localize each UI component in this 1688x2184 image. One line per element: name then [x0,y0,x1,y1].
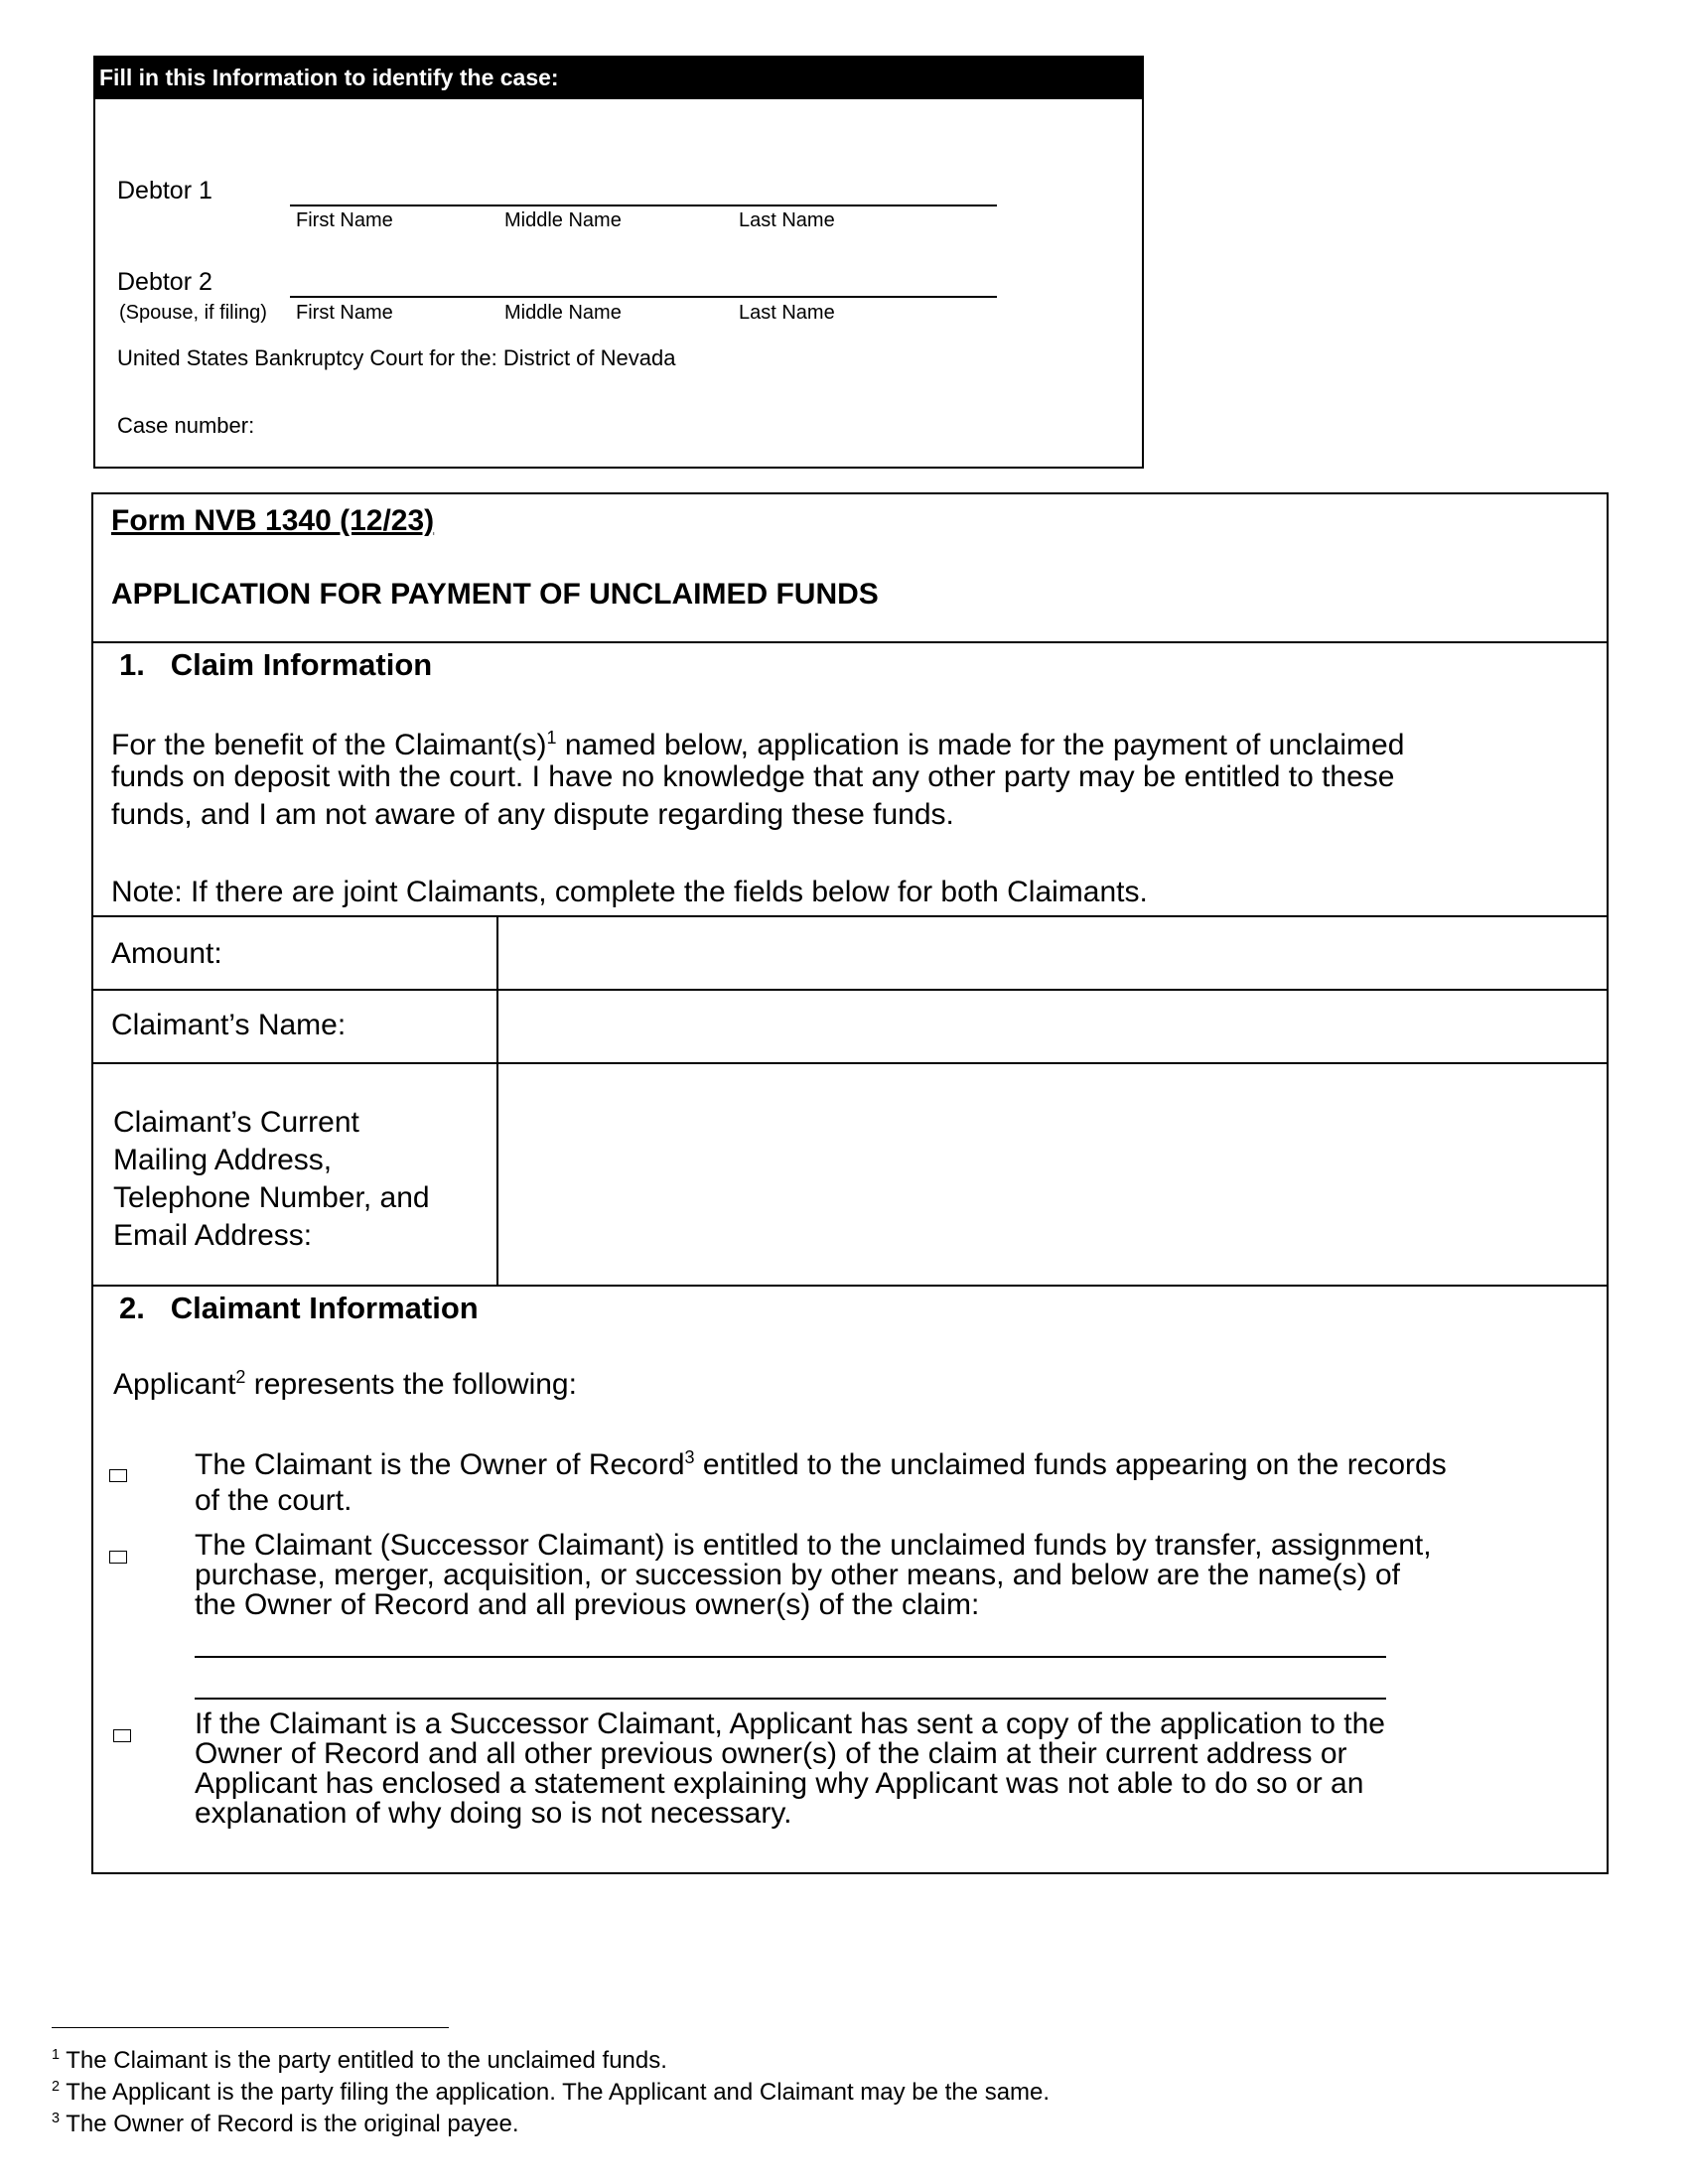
owner-of-record-line1 [195,1449,1447,1481]
section-divider [93,641,1607,643]
owner-of-record-start: The Claimant is the Owner of Record [195,1448,685,1481]
address-label-line2: Mailing Address, [113,1144,333,1176]
footnote-3-number: 3 [52,2111,61,2126]
applicant-intro-end: represents the following: [245,1368,577,1401]
footnote-3-text: The Owner of Record is the original payee. [60,2111,519,2137]
owner-of-record-checkbox[interactable] [109,1469,127,1482]
address-label [113,1104,430,1255]
previous-owner-line-1[interactable] [195,1656,1386,1658]
notice-sent-text [195,1709,1385,1829]
spouse-note: (Spouse, if filing) [119,302,267,324]
footnote-2-text: The Applicant is the party filing the application. The Applicant and Claimant may be the same. [60,2079,1051,2106]
debtor1-last-name-label: Last Name [739,209,835,231]
debtor1-name-field[interactable] [290,205,997,206]
applicant-intro [113,1368,577,1402]
notice-sent-line1: If the Claimant is a Successor Claimant, Applicant has sent a copy of the application to the [195,1707,1385,1740]
court-line: United States Bankruptcy Court for the: District of Nevada [117,345,676,370]
case-info-header: Fill in this Information to identify the case: [95,58,1142,99]
joint-claimants-note: Note: If there are joint Claimants, complete the fields below for both Claimants. [111,876,1148,908]
debtor2-middle-name-label: Middle Name [504,302,622,324]
footnote-1-number: 1 [52,2047,61,2063]
section-divider [93,1285,1607,1287]
notice-sent-line2: Owner of Record and all other previous owner(s) of the claim at their current address or [195,1737,1347,1770]
claimant-name-field[interactable] [500,993,1603,1060]
claimant-name-label: Claimant’s Name: [111,1009,347,1041]
applicant-intro-start: Applicant [113,1368,236,1401]
successor-claimant-line2: purchase, merger, acquisition, or succession by other means, and below are the name(s) of [195,1559,1400,1591]
successor-claimant-text [195,1531,1432,1620]
claim-paragraph-start: For the benefit of the Claimant(s) [111,729,547,761]
footnote-1-text: The Claimant is the party entitled to the unclaimed funds. [60,2047,667,2074]
notice-sent-line3: Applicant has enclosed a statement explaining why Applicant was not able to do so or an [195,1767,1364,1800]
debtor1-first-name-label: First Name [296,209,393,231]
field-row-divider [93,1062,1607,1064]
amount-field[interactable] [500,919,1603,987]
case-number-label: Case number: [117,413,255,438]
footnote-separator [52,2027,449,2028]
field-column-divider [496,915,498,1285]
claim-paragraph-line3: funds, and I am not aware of any dispute regarding these funds. [111,798,954,831]
previous-owner-line-2[interactable] [195,1698,1386,1700]
amount-label: Amount: [111,937,222,970]
field-row-divider [93,915,1607,917]
debtor2-first-name-label: First Name [296,302,393,324]
debtor2-name-field[interactable] [290,296,997,298]
notice-sent-line4: explanation of why doing so is not necessary. [195,1797,792,1830]
debtor2-last-name-label: Last Name [739,302,835,324]
footnote-2 [52,2079,1050,2107]
successor-claimant-line1: The Claimant (Successor Claimant) is entitled to the unclaimed funds by transfer, assignment, [195,1529,1432,1562]
footnote-1 [52,2047,667,2075]
debtor1-middle-name-label: Middle Name [504,209,622,231]
notice-sent-checkbox[interactable] [113,1729,131,1742]
claim-paragraph-line1 [111,729,1404,762]
footnote-ref-3: 3 [684,1447,695,1467]
debtor1-label: Debtor 1 [117,177,212,205]
case-info-box [93,56,1144,469]
owner-of-record-line2: of the court. [195,1484,352,1517]
owner-of-record-end: entitled to the unclaimed funds appearing on the records [694,1448,1447,1481]
claim-paragraph-line1-end: named below, application is made for the payment of unclaimed [556,729,1405,761]
footnote-ref-1: 1 [546,728,557,748]
section2-heading: 2. Claimant Information [119,1291,479,1325]
application-form [91,492,1609,1874]
address-field[interactable] [500,1066,1603,1283]
form-id: Form NVB 1340 (12/23) [111,504,435,537]
address-label-line3: Telephone Number, and [113,1181,430,1214]
field-row-divider [93,989,1607,991]
address-label-line4: Email Address: [113,1219,313,1252]
debtor2-label: Debtor 2 [117,268,212,296]
form-title: APPLICATION FOR PAYMENT OF UNCLAIMED FUNDS [111,578,879,611]
address-label-line1: Claimant’s Current [113,1106,359,1139]
claim-paragraph-line2: funds on deposit with the court. I have no knowledge that any other party may be entitled to these [111,760,1395,793]
section1-heading: 1. Claim Information [119,647,433,682]
footnote-ref-2: 2 [235,1367,246,1387]
footnote-3 [52,2111,518,2138]
successor-claimant-line3: the Owner of Record and all previous owner(s) of the claim: [195,1588,980,1621]
footnote-2-number: 2 [52,2079,61,2095]
successor-claimant-checkbox[interactable] [109,1551,127,1564]
